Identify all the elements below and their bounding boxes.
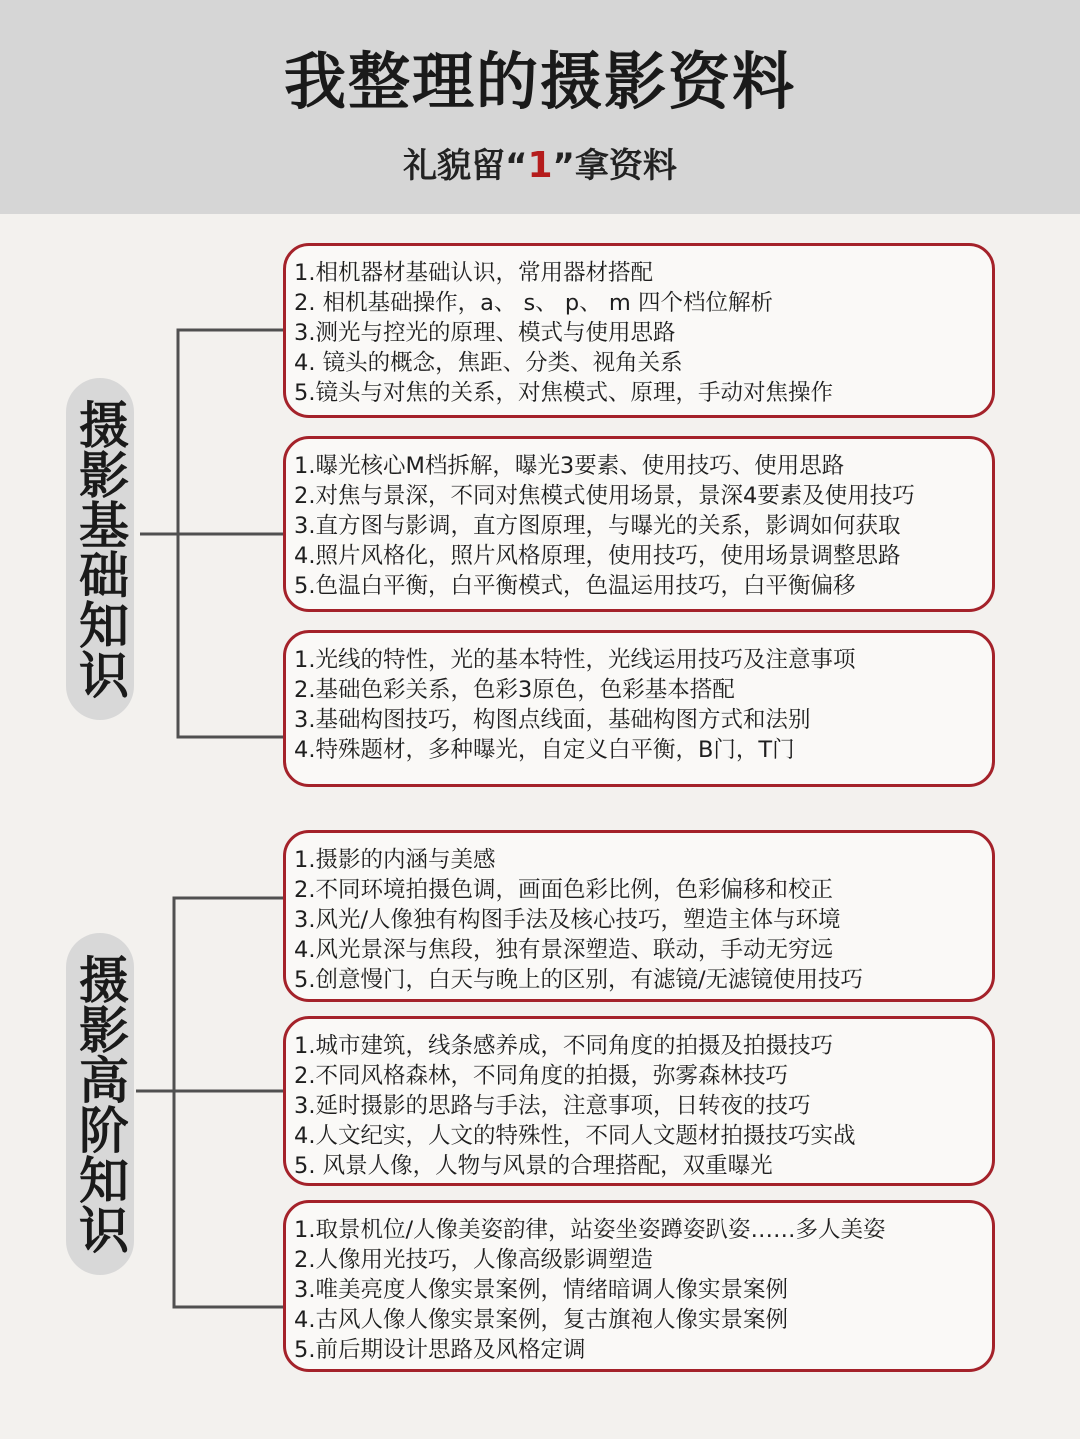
subtitle-pre: 礼貌留“ — [403, 146, 528, 186]
subtitle-post: ”拿资料 — [552, 146, 677, 186]
list-item: 3.测光与控光的原理、模式与使用思路 — [294, 320, 676, 346]
section-label-basic — [66, 378, 134, 720]
list-item: 5.色温白平衡，白平衡模式，色温运用技巧，白平衡偏移 — [294, 573, 856, 599]
list-item: 4. 镜头的概念，焦距、分类、视角关系 — [294, 350, 683, 376]
list-item: 2.基础色彩关系，色彩3原色，色彩基本搭配 — [294, 677, 735, 703]
subtitle-highlight: 1 — [527, 145, 553, 186]
topic-box-basic-3 — [283, 630, 995, 787]
list-item: 4.风光景深与焦段，独有景深塑造、联动，手动无穷远 — [294, 937, 833, 963]
topic-box-advanced-2 — [283, 1016, 995, 1186]
list-item: 3.直方图与影调，直方图原理，与曝光的关系，影调如何获取 — [294, 513, 901, 539]
topic-box-advanced-3 — [283, 1200, 995, 1372]
bracket-advanced — [174, 898, 284, 1307]
section-label-basic-text: 摄影基础知识 — [71, 399, 129, 699]
list-item: 5.镜头与对焦的关系，对焦模式、原理，手动对焦操作 — [294, 380, 833, 406]
list-item: 1.取景机位/人像美姿韵律，站姿坐姿蹲姿趴姿……多人美姿 — [294, 1217, 886, 1243]
list-item: 1.城市建筑，线条感养成，不同角度的拍摄及拍摄技巧 — [294, 1033, 833, 1059]
list-item: 4.古风人像人像实景案例，复古旗袍人像实景案例 — [294, 1307, 788, 1333]
list-item: 3.延时摄影的思路与手法，注意事项，日转夜的技巧 — [294, 1093, 811, 1119]
list-item: 1.摄影的内涵与美感 — [294, 847, 496, 873]
list-item: 5.创意慢门，白天与晚上的区别，有滤镜/无滤镜使用技巧 — [294, 967, 864, 993]
list-item: 2.对焦与景深，不同对焦模式使用场景，景深4要素及使用技巧 — [294, 483, 915, 509]
list-item: 5. 风景人像，人物与风景的合理搭配，双重曝光 — [294, 1153, 773, 1179]
list-item: 3.唯美亮度人像实景案例，情绪暗调人像实景案例 — [294, 1277, 788, 1303]
list-item: 3.风光/人像独有构图手法及核心技巧，塑造主体与环境 — [294, 907, 841, 933]
list-item: 5.前后期设计思路及风格定调 — [294, 1337, 586, 1363]
list-item: 1.光线的特性，光的基本特性，光线运用技巧及注意事项 — [294, 647, 856, 673]
list-item: 4.照片风格化，照片风格原理，使用技巧，使用场景调整思路 — [294, 543, 901, 569]
list-item: 1.曝光核心M档拆解，曝光3要素、使用技巧、使用思路 — [294, 453, 845, 479]
list-item: 2. 相机基础操作，a、 s、 p、 m 四个档位解析 — [294, 290, 773, 316]
section-label-advanced — [66, 933, 134, 1275]
section-label-advanced-text: 摄影高阶知识 — [71, 954, 129, 1254]
list-item: 1.相机器材基础认识，常用器材搭配 — [294, 260, 653, 286]
list-item: 3.基础构图技巧，构图点线面，基础构图方式和法别 — [294, 707, 811, 733]
list-item: 2.不同风格森林，不同角度的拍摄，弥雾森林技巧 — [294, 1063, 788, 1089]
topic-box-advanced-1 — [283, 830, 995, 1002]
list-item: 2.人像用光技巧，人像高级影调塑造 — [294, 1247, 653, 1273]
topic-box-basic-2 — [283, 436, 995, 612]
list-item: 2.不同环境拍摄色调，画面色彩比例，色彩偏移和校正 — [294, 877, 833, 903]
list-item: 4.人文纪实，人文的特殊性，不同人文题材拍摄技巧实战 — [294, 1123, 856, 1149]
topic-box-basic-1 — [283, 243, 995, 418]
page-title: 我整理的摄影资料 — [283, 45, 796, 118]
list-item: 4.特殊题材，多种曝光，自定义白平衡，B门，T门 — [294, 737, 795, 763]
